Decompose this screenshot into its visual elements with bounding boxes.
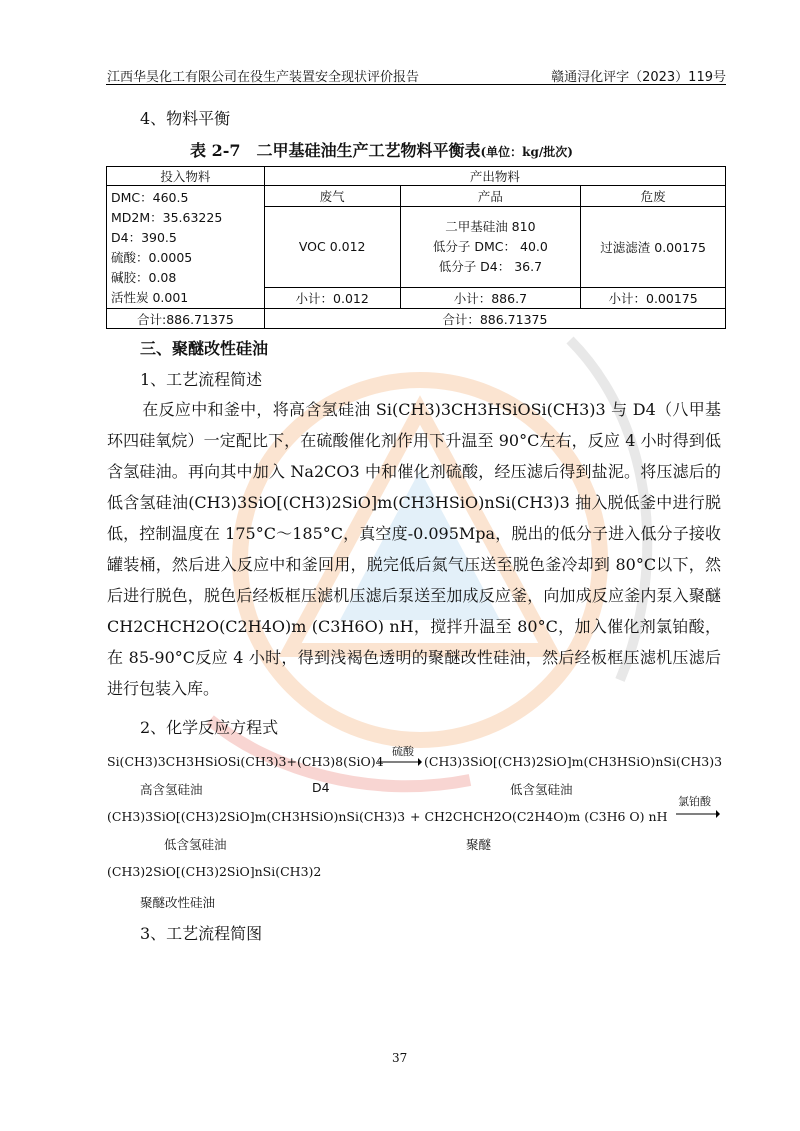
subtotal-hazardous: 小计：0.00175	[581, 288, 726, 309]
product-item: 二甲基硅油 810	[445, 218, 536, 234]
input-item: D4：390.5	[111, 230, 177, 245]
eq1-left: Si(CH3)3CH3HSiOSi(CH3)3+(CH3)8(SiO)4	[107, 754, 384, 769]
total-in: 合计:886.71375	[107, 309, 265, 329]
eq2-polyether: + CH2CHCH2O(C2H4O)m (C3H6 O) nH	[410, 809, 668, 824]
table-caption	[190, 138, 573, 161]
label-low-hydrogen-silicone-2: 低含氢硅油	[164, 837, 227, 852]
reaction-arrow-2	[676, 808, 720, 820]
section-material-balance: 4、物料平衡	[140, 109, 231, 128]
subtotal-gas: 小计：0.012	[264, 288, 400, 309]
col-hazardous: 危废	[581, 186, 726, 207]
header-right: 赣通浔化评字（2023）119号	[551, 70, 726, 85]
input-item: MD2M：35.63225	[111, 210, 223, 225]
header-rule	[106, 84, 726, 85]
product-values	[400, 206, 581, 287]
output-header: 产出物料	[264, 167, 725, 186]
section-3-title: 三、聚醚改性硅油	[140, 339, 269, 358]
label-polyether: 聚醚	[466, 837, 492, 852]
input-item: 碱胶：0.08	[111, 270, 177, 285]
subsection-process-description: 1、工艺流程简述	[140, 370, 263, 389]
reaction-arrow-1	[378, 756, 422, 768]
subsection-process-diagram: 3、工艺流程简图	[140, 924, 263, 943]
subtotal-product: 小计：886.7	[400, 288, 581, 309]
page-number: 37	[392, 1051, 408, 1065]
subsection-reaction-equations: 2、化学反应方程式	[140, 718, 279, 737]
input-header: 投入物料	[107, 167, 265, 186]
material-balance-table	[106, 166, 726, 329]
input-list	[107, 186, 265, 309]
waste-gas-value: VOC 0.012	[264, 206, 400, 287]
table-unit: (单位：kg/批次)	[480, 145, 573, 159]
input-item: 活性炭 0.001	[111, 290, 189, 305]
col-waste-gas: 废气	[264, 186, 400, 207]
col-product: 产品	[400, 186, 581, 207]
input-item: 硫酸：0.0005	[111, 250, 193, 265]
eq2-left: (CH3)3SiO[(CH3)2SiO]m(CH3HSiO)nSi(CH3)3	[107, 809, 406, 824]
label-low-hydrogen-silicone: 低含氢硅油	[510, 782, 573, 797]
process-paragraph-text: 在反应中和釜中，将高含氢硅油 Si(CH3)3CH3HSiOSi(CH3)3 与 D4（八甲基环四硅氧烷）一定配比下，在硫酸催化剂作用下升温至 90°C左右，反应 4 小时得到低含氢硅油。再向其中加入 Na2CO3 中和催化剂硫酸，经压滤后得到盐泥。将压滤后的低含氢硅油(CH3)3SiO[(CH3)2SiO]m(CH3HSiO)nSi(CH3)3 抽入脱低釜中进行脱低，控制温度在 175°C～185°C，真空度-0.095Mpa，脱出的低分子进入低分子接收罐装桶，然后进入反应中和釜回用，脱完低后氮气压送至脱色釜冷却到 80°C以下，然后进行脱色，脱色后经板框压滤机压滤后泵送至加成反应釜，向加成反应釜内泵入聚醚 CH2CHCH2O(C2H4O)m (C3H6O) nH，搅拌升温至 80°C，加入催化剂氯铂酸，在 85-90°C反应 4 小时，得到浅褐色透明的聚醚改性硅油，然后经板框压滤机压滤后进行包装入库。	[107, 400, 721, 698]
process-paragraph	[107, 394, 721, 704]
table-caption-text: 表 2-7 二甲基硅油生产工艺物料平衡表	[190, 141, 481, 160]
label-d4: D4	[312, 780, 330, 795]
total-out: 合计：886.71375	[264, 309, 725, 329]
label-high-hydrogen-silicone: 高含氢硅油	[140, 782, 203, 797]
eq3-product: (CH3)2SiO[(CH3)2SiO]nSi(CH3)2	[107, 864, 322, 879]
eq1-right: (CH3)3SiO[(CH3)2SiO]m(CH3HSiO)nSi(CH3)3	[424, 754, 723, 769]
input-item: DMC：460.5	[111, 190, 189, 205]
header-left: 江西华昊化工有限公司在役生产装置安全现状评价报告	[107, 70, 420, 85]
product-item: 低分子 DMC： 40.0	[432, 238, 548, 254]
product-item: 低分子 D4： 36.7	[438, 258, 543, 274]
label-polyether-modified-silicone: 聚醚改性硅油	[140, 895, 216, 910]
catalyst-sulfuric: 硫酸	[392, 745, 414, 758]
catalyst-chloroplatinic: 氯铂酸	[678, 795, 711, 808]
hazardous-value: 过滤滤渣 0.00175	[581, 206, 726, 287]
